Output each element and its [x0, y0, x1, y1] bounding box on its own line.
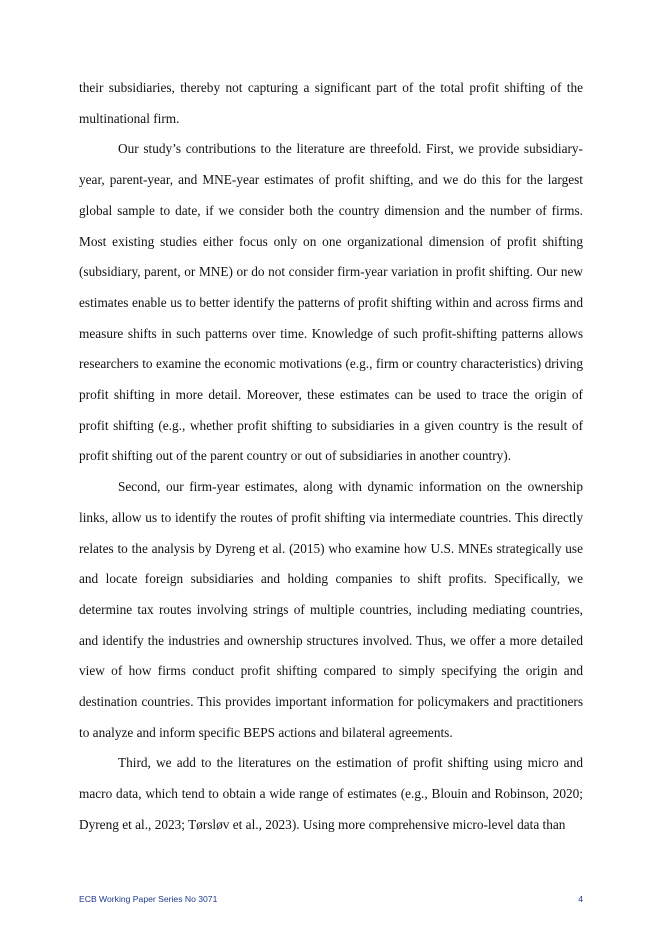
paragraph-second-contribution: Second, our firm-year estimates, along with dynamic information on the ownership links, allow us to identify the routes of profit shifting via intermediate countries. This directly relates to the analysis by Dyreng et al. (2015) who examine how U.S. MNEs strategically use and locate foreign subsidiaries and holding companies to shift profits. Specifically, we determine tax routes involving strings of multiple countries, including mediating countries, and identify the industries and ownership structures involved. Thus, we offer a more detailed view of how firms conduct profit shifting compared to simply specifying the origin and destination countries. This provides important information for policymakers and practitioners to analyze and inform specific BEPS actions and bilateral agreements. — [79, 479, 583, 740]
body-text — [79, 73, 583, 841]
footer-series-title: ECB Working Paper Series No 3071 — [79, 894, 218, 904]
paragraph-third-contribution: Third, we add to the literatures on the estimation of profit shifting using micro and macro data, which tend to obtain a wide range of estimates (e.g., Blouin and Robinson, 2020; Dyreng et al., 2023; Tørsløv et al., 2023). Using more comprehensive micro-level data than — [79, 755, 583, 832]
paragraph-continuation: their subsidiaries, thereby not capturing a significant part of the total profit shifting of the multinational firm. — [79, 80, 583, 126]
paragraph-contributions: Our study’s contributions to the literature are threefold. First, we provide subsidiary-year, parent-year, and MNE-year estimates of profit shifting, and we do this for the largest global sample to date, if we consider both the country dimension and the number of firms. Most existing studies either focus only on one organizational dimension of profit shifting (subsidiary, parent, or MNE) or do not consider firm-year variation in profit shifting. Our new estimates enable us to better identify the patterns of profit shifting within and across firms and measure shifts in such patterns over time. Knowledge of such profit-shifting patterns allows researchers to examine the economic motivations (e.g., firm or country characteristics) driving profit shifting in more detail. Moreover, these estimates can be used to trace the origin of profit shifting (e.g., whether profit shifting to subsidiaries in a given country is the result of profit shifting out of the parent country or out of subsidiaries in another country). — [79, 141, 583, 464]
page-number: 4 — [578, 894, 583, 904]
